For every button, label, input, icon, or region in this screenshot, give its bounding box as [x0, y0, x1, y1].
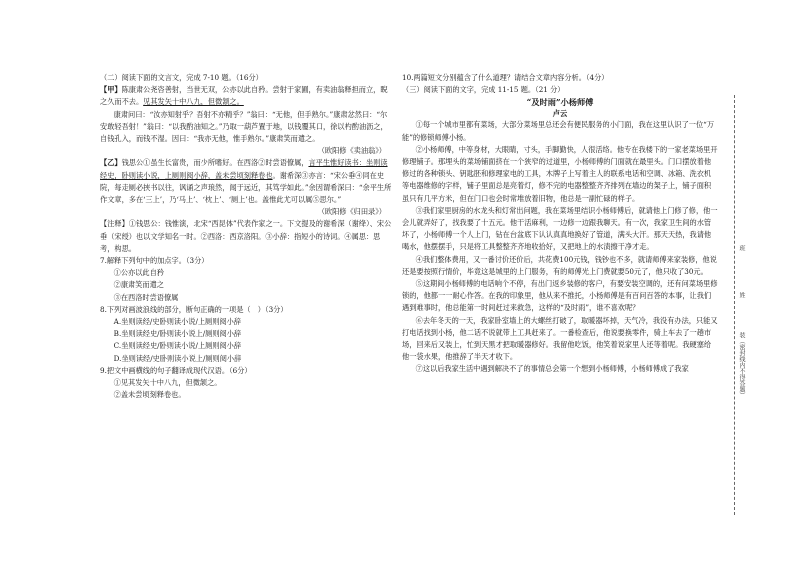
- q8-option-d: D.坐则读经/史卧则读小说上/厕则阅小辞: [113, 353, 242, 363]
- article-title: “及时雨”小杨师傅: [526, 97, 594, 108]
- passage-jia-label: 【甲】: [100, 85, 122, 95]
- article-para-3: ③我们家里厨房的水龙头和灯常出问题，我在菜场里结识小杨师傅后，就请他上门修了修，他一会儿就弄好了，找我要了十五元。他干活麻利，一边修一边跟我聊天。有一次，我家卫生间的水管坏了，小杨师傅一个人上门，钻在台盆底下认认真真地换好了管道，满头大汗。那天天热，我请他喝水，他摆摆手，只是将工具整整齐齐地收拾好，又把地上的水渍擦干净才走。: [402, 205, 718, 252]
- q7-item-3: ③在西洛时尝语僚属: [113, 292, 179, 302]
- q8-option-a: A.坐则读经/史卧则读小说/上厕则阅小辞: [113, 317, 241, 327]
- q9-item-1: ①见其发矢十中八九，但微颔之。: [113, 378, 222, 388]
- article-para-7: ⑦这以后我家生活中遇到解决不了的事情总会第一个想到小杨师傅，小杨师傅成了我家: [415, 364, 689, 374]
- passage-yi-para: 【乙】钱思公①虽生长富贵，而少所嗜好。在西洛②时尝语僚属，言平生惟好读书：坐则读经史，卧则读小说，上厕则阅小辞，盖未尝顷刻释卷也。谢希深③亦言：“宋公垂④同在史院，每走厕必挟书以往，讽诵之声琅然，闻于远近，其笃学如此。”余因谓希深曰：“余平生所作文章，多在‘三上’，乃‘马上’、‘枕上’、‘厕上’也。盖惟此尤可以属⑤思尔。”: [100, 158, 392, 205]
- underlined-sentence-2: 盖未尝顷刻释卷也: [215, 170, 273, 180]
- article-para-6: ⑥去年冬天的一天，我家卧室墙上的大螺丝打破了，取暖器坏掉，天气冷，我没有办法，只能又打电话找到小杨，他二话不说就带上工具赶来了。一番检查后，他说要换零件，骑上车去了一趟市场，回来后又装上，忙到天黑才把取暖器修好。我留他吃饭，他笑着说家里人还等着呢。我硬塞给他一袋水果，他推辞了半天才收下。: [402, 315, 718, 362]
- left-column: [100, 72, 392, 401]
- annotation-notes: 【注释】①钱思公：钱惟演，北宋“西昆体”代表作家之一。下文提及的谢希深（谢绛）、宋公垂（宋绶）也以文学知名一时。②西洛：西京洛阳。③小辞：指短小的诗词。④属思：思考，构思。: [100, 219, 392, 253]
- question-10: 10.两篇短文分别蕴含了什么道理？请结合文章内容分析。（4分）: [402, 73, 609, 82]
- q8-option-b: B.坐则读经史/卧则读小说上/厕则阅小辞: [113, 329, 242, 339]
- question-7: 7.解释下列句中的加点字。（3分）: [100, 256, 209, 266]
- q8-option-c: C.坐则读经史/卧则读小说/上厕则阅小辞: [113, 341, 242, 351]
- article-para-5: ⑤这期间小杨师傅的电话响个不停，有出门返乡装修的客户，有要安装空调的，还有问菜场里修锁的，他都一一耐心作答。在我的印象里，他从来不推托，小杨师傅是有百问百答的本事，让我们遇到难事时，他总能第一时间赶过来救急，这样的“及时雨”，谁不喜欢呢？: [402, 279, 718, 313]
- right-column: [402, 72, 718, 376]
- underlined-sentence: 见其发矢十中八九，但微颔之。: [143, 97, 244, 107]
- passage-jia-para1: 【甲】陈康肃公尧咨善射，当世无双，公亦以此自矜。尝射于家圃，有卖油翁释担而立，睨之久而不去。见其发矢十中八九，但微颔之。: [100, 85, 388, 107]
- seal-label-name: 姓: [738, 292, 745, 298]
- q7-item-2: ②康肃笑而遣之: [113, 280, 164, 290]
- passage-jia-source: （欧阳修《卖油翁》）: [317, 146, 386, 156]
- section-heading-modern: （三）阅读下面的文字，完成 11-15 题。（21 分）: [402, 85, 565, 95]
- q9-item-2: ②盖未尝顷刻释卷也。: [113, 390, 186, 400]
- wavy-sentence: 言平生惟好读书：坐则读经史，卧则读小说，上厕则阅小辞，: [100, 158, 388, 180]
- passage-yi-source: （欧阳修《归田录》）: [317, 207, 386, 217]
- article-author: 卢云: [552, 109, 568, 119]
- seal-label-class: 班: [738, 245, 745, 251]
- question-8: 8.下列对画波浪线的部分，断句正确的一项是（ ）（3分）: [100, 304, 288, 314]
- q7-item-1: ①公亦以此自矜: [113, 268, 164, 278]
- article-para-4: ④我们整体费用，又一番讨价还价后，共花费100元钱，钱钞也不多，就请师傅来家装修，他说还是要按照行情价，毕竟这是城里的上门服务，有的师傅光上门费就要50元了，他只收了30元。: [402, 254, 717, 276]
- seal-line: [734, 95, 735, 515]
- section-heading-classical: （二）阅读下面的文言文，完成 7-10 题。（16分）: [100, 73, 263, 82]
- seal-label-notice: 装（密封线内不得答题）: [738, 332, 745, 398]
- passage-yi-label: 【乙】: [100, 158, 122, 168]
- question-9: 9.把文中画横线的句子翻译成现代汉语。（6分）: [100, 365, 252, 375]
- passage-jia-para2: 康肃问曰：“汝亦知射乎？吾射不亦精乎？”翁曰：“无他，但手熟尔。”康肃忿然曰：“尔安敢轻吾射！”翁曰：“以我酌油知之。”乃取一葫芦置于地，以钱覆其口，徐以杓酌油沥之，自钱孔入，而钱不湿。因曰：“我亦无他，惟手熟尔。”康肃笑而遣之。: [100, 109, 388, 144]
- article-para-2: ②小杨师傅，中等身材，大眼睛，寸头，手脚勤快，人很活络。他专在我楼下的一家老菜场里开修理铺子。那埋头的菜场铺面挤在一个狭窄的过道里，小杨师傅的门面就在最里头。门口摆放着他修过的各种锁头、钥匙胚和修理家电的工具，木牌子上写着主人的联系电话和空调、冰箱、洗衣机等电器维修的字样，铺子里面总是亮着灯，修不完的电器整整齐齐排列在墙边的架子上，铺子面积虽只有几平方米，但在门口也会时常堆放着旧物，他总是一副忙碌的样子。: [402, 144, 718, 203]
- article-para-1: ①每一个城市里都有菜场，大部分菜场里总还会有便民服务的小门面，我在这里认识了一位“万能”的修锁师傅小杨。: [402, 120, 715, 142]
